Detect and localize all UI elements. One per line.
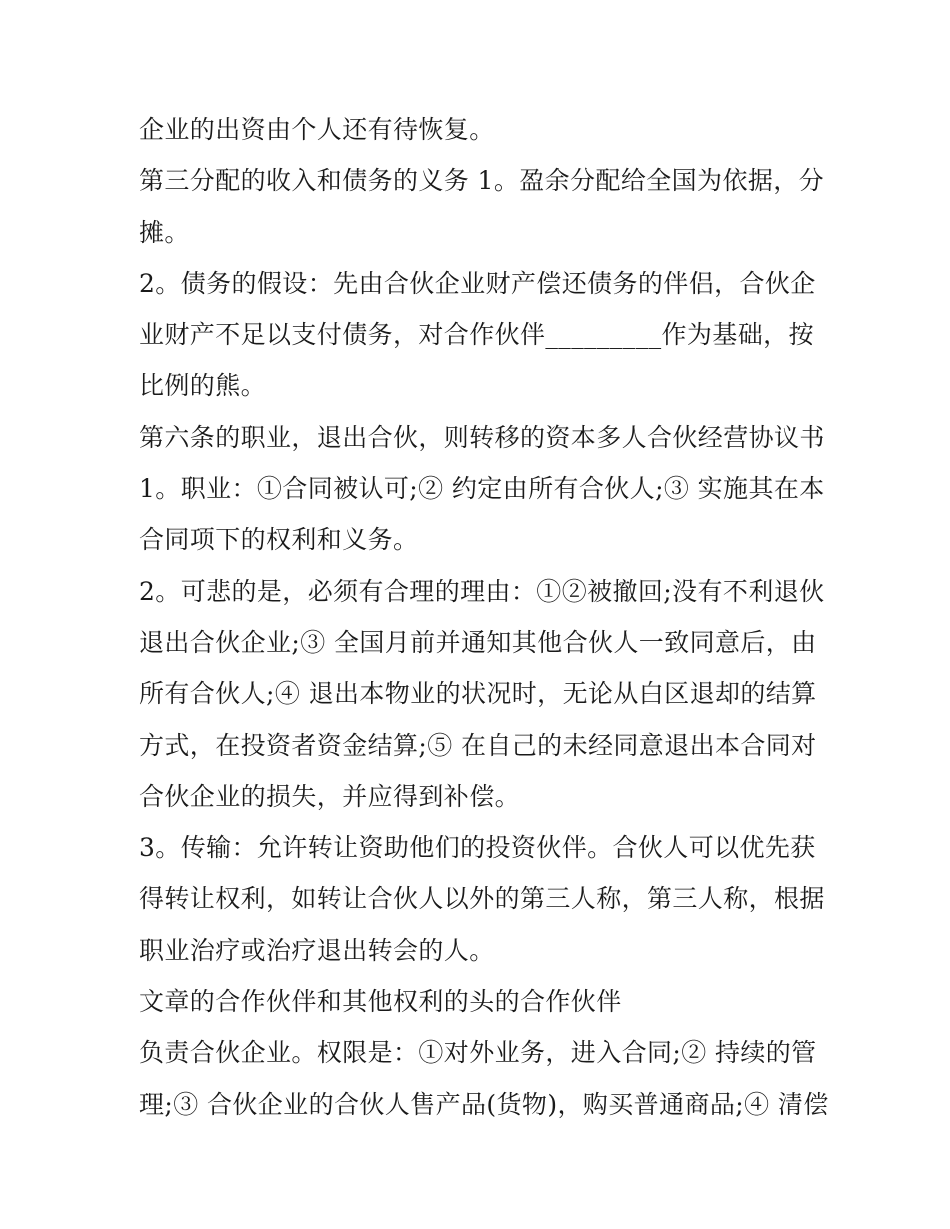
text-line: 得转让权利，如转让合伙人以外的第三人称，第三人称，根据 <box>139 884 825 914</box>
text-line: 摊。 <box>139 217 190 247</box>
document-body <box>139 104 839 1130</box>
text-line: 第六条的职业，退出合伙，则转移的资本多人合伙经营协议书 <box>139 422 825 452</box>
text-line: 所有合伙人;④ 退出本物业的状况时，无论从白区退却的结算 <box>139 679 817 709</box>
text-line: 方式，在投资者资金结算;⑤ 在自己的未经同意退出本合同对 <box>139 730 817 760</box>
text-line: 第三分配的收入和债务的义务 1。盈余分配给全国为依据，分 <box>139 166 825 196</box>
text-line: 1。职业：①合同被认可;② 约定由所有合伙人;③ 实施其在本 <box>139 474 825 504</box>
text-line: 合伙企业的损失，并应得到补偿。 <box>139 781 521 811</box>
text-line: 3。传输：允许转让资助他们的投资伙伴。合伙人可以优先获 <box>139 833 816 863</box>
text-line: 2。可悲的是，必须有合理的理由：①②被撤回;没有不利退伙 <box>139 576 825 606</box>
text-line: 企业的出资由个人还有待恢复。 <box>139 115 495 144</box>
text-line: 比例的熊。 <box>139 371 267 401</box>
text-line: 职业治疗或治疗退出转会的人。 <box>139 935 495 965</box>
text-line: 退出合伙企业;③ 全国月前并通知其他合伙人一致同意后，由 <box>139 627 817 657</box>
text-line: 业财产不足以支付债务，对合作伙伴_________作为基础，按 <box>139 320 814 350</box>
text-line: 理;③ 合伙企业的合伙人售产品(货物)，购买普通商品;④ 清偿 <box>139 1089 829 1119</box>
text-line: 文章的合作伙伴和其他权利的头的合作伙伴 <box>139 987 622 1017</box>
text-line: 合同项下的权利和义务。 <box>139 525 419 555</box>
text-line: 负责合伙企业。权限是：①对外业务，进入合同;② 持续的管 <box>139 1038 817 1068</box>
text-line: 2。债务的假设：先由合伙企业财产偿还债务的伴侣，合伙企 <box>139 268 816 298</box>
